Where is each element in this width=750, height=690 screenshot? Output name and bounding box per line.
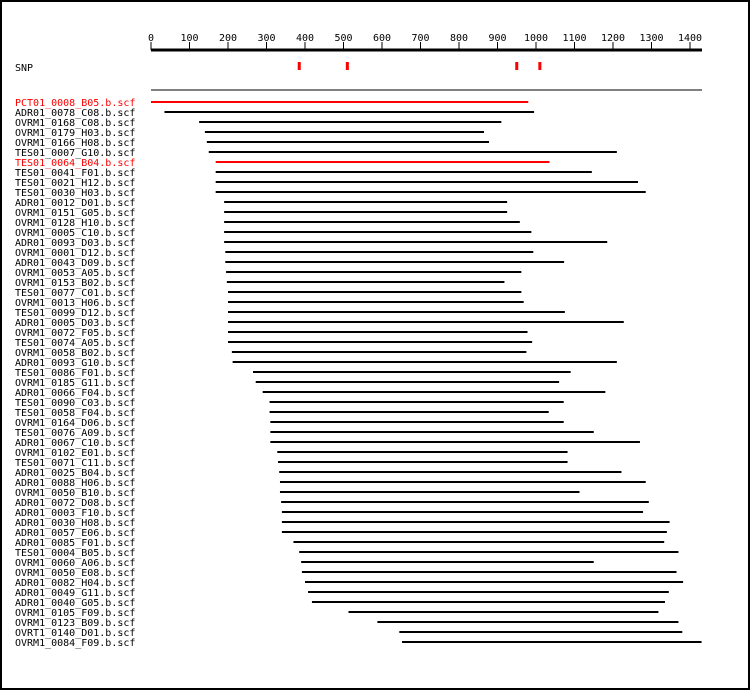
read-name[interactable]: OVRM1_0166_H08.b.scf <box>15 138 136 149</box>
read-name[interactable]: ADR01_0040_G05.b.scf <box>15 598 136 609</box>
axis-tick-label: 1400 <box>677 33 703 44</box>
read-name[interactable]: OVRM1_0084_F09.b.scf <box>15 638 136 649</box>
read-name[interactable]: ADR01_0093_G10.b.scf <box>15 358 136 369</box>
read-name[interactable]: OVRM1_0168_C08.b.scf <box>15 118 136 129</box>
read-name[interactable]: OVRM1_0058_B02.b.scf <box>15 348 136 359</box>
read-name[interactable]: OVRM1_0179_H03.b.scf <box>15 128 136 139</box>
read-name[interactable]: OVRT1_0140_D01.b.scf <box>15 628 136 639</box>
axis-tick-label: 100 <box>180 33 199 44</box>
read-name[interactable]: ADR01_0049_G11.b.scf <box>15 588 136 599</box>
read-name[interactable]: TES01_0064_B04.b.scf <box>15 158 136 169</box>
alignment-svg <box>2 2 748 688</box>
read-name[interactable]: ADR01_0088_H06.b.scf <box>15 478 136 489</box>
axis-tick-label: 200 <box>218 33 238 44</box>
axis-tick-label: 900 <box>488 33 507 44</box>
read-name[interactable]: TES01_0071_C11.b.scf <box>15 458 136 469</box>
read-name[interactable]: TES01_0090_C03.b.scf <box>15 398 136 409</box>
read-name[interactable]: OVRM1_0102_E01.b.scf <box>15 448 136 459</box>
snp-marker <box>298 62 301 70</box>
read-name[interactable]: OVRM1_0050_B10.b.scf <box>15 488 136 499</box>
read-name[interactable]: ADR01_0025_B04.b.scf <box>15 468 136 479</box>
read-name[interactable]: OVRM1_0001_D12.b.scf <box>15 248 136 259</box>
axis-tick-label: 400 <box>295 33 315 44</box>
read-name[interactable]: ADR01_0003_F10.b.scf <box>15 508 136 519</box>
read-name[interactable]: ADR01_0072_D08.b.scf <box>15 498 136 509</box>
axis-tick-label: 1000 <box>523 33 549 44</box>
axis-tick-label: 1300 <box>639 33 664 44</box>
read-name[interactable]: OVRM1_0005_C10.b.scf <box>15 228 136 239</box>
read-name[interactable]: OVRM1_0185_G11.b.scf <box>15 378 136 389</box>
read-name[interactable]: ADR01_0078_C08.b.scf <box>15 108 136 119</box>
read-name[interactable]: OVRM1_0164_D06.b.scf <box>15 418 136 429</box>
read-name[interactable]: TES01_0041_F01.b.scf <box>15 168 136 179</box>
axis-tick-label: 500 <box>334 33 353 44</box>
read-name[interactable]: ADR01_0067_C10.b.scf <box>15 438 136 449</box>
read-name[interactable]: ADR01_0043_D09.b.scf <box>15 258 136 269</box>
axis-tick-label: 1100 <box>562 33 587 44</box>
read-row <box>15 638 702 649</box>
axis-tick-label: 600 <box>372 33 392 44</box>
read-name[interactable]: TES01_0076_A09.b.scf <box>15 428 136 439</box>
read-name[interactable]: TES01_0007_G10.b.scf <box>15 148 136 159</box>
read-name[interactable]: ADR01_0066_F04.b.scf <box>15 388 136 399</box>
axis-tick-label: 300 <box>257 33 276 44</box>
axis-tick-label: 700 <box>411 33 430 44</box>
snp-marker <box>515 62 518 70</box>
read-name[interactable]: OVRM1_0123_B09.b.scf <box>15 618 136 629</box>
read-name[interactable]: TES01_0077_C01.b.scf <box>15 288 136 299</box>
snp-marker <box>346 62 349 70</box>
read-name[interactable]: ADR01_0012_D01.b.scf <box>15 198 136 209</box>
read-name[interactable]: ADR01_0057_E06.b.scf <box>15 528 136 539</box>
read-name[interactable]: TES01_0004_B05.b.scf <box>15 548 136 559</box>
read-name[interactable]: TES01_0086_F01.b.scf <box>15 368 136 379</box>
read-name[interactable]: OVRM1_0053_A05.b.scf <box>15 268 136 279</box>
read-name[interactable]: ADR01_0005_D03.b.scf <box>15 318 136 329</box>
read-name[interactable]: PCT01_0008_B05.b.scf <box>15 98 136 109</box>
read-name[interactable]: ADR01_0030_H08.b.scf <box>15 518 136 529</box>
read-name[interactable]: TES01_0099_D12.b.scf <box>15 308 136 319</box>
read-name[interactable]: OVRM1_0105_F09.b.scf <box>15 608 136 619</box>
reads-track <box>15 98 702 649</box>
read-name[interactable]: OVRM1_0128_H10.b.scf <box>15 218 136 229</box>
read-name[interactable]: OVRM1_0050_E08.b.scf <box>15 568 136 579</box>
axis-tick-label: 1200 <box>600 33 626 44</box>
read-name[interactable]: OVRM1_0072_F05.b.scf <box>15 328 136 339</box>
axis-tick-label: 800 <box>449 33 469 44</box>
axis-tick-label: 0 <box>147 33 155 44</box>
snp-track <box>298 62 542 70</box>
snp-marker <box>538 62 541 70</box>
read-name[interactable]: ADR01_0082_H04.b.scf <box>15 578 136 589</box>
read-name[interactable]: TES01_0021_H12.b.scf <box>15 178 136 189</box>
read-name[interactable]: TES01_0074_A05.b.scf <box>15 338 136 349</box>
read-name[interactable]: OVRM1_0151_G05.b.scf <box>15 208 136 219</box>
read-name[interactable]: ADR01_0093_D03.b.scf <box>15 238 136 249</box>
read-name[interactable]: OVRM1_0060_A06.b.scf <box>15 558 136 569</box>
read-name[interactable]: OVRM1_0153_B02.b.scf <box>15 278 136 289</box>
read-name[interactable]: ADR01_0085_F01.b.scf <box>15 538 136 549</box>
snp-label: SNP <box>15 63 34 74</box>
position-axis <box>148 33 702 50</box>
read-name[interactable]: TES01_0030_H03.b.scf <box>15 188 136 199</box>
read-name[interactable]: OVRM1_0013_H06.b.scf <box>15 298 136 309</box>
read-name[interactable]: TES01_0058_F04.b.scf <box>15 408 136 419</box>
